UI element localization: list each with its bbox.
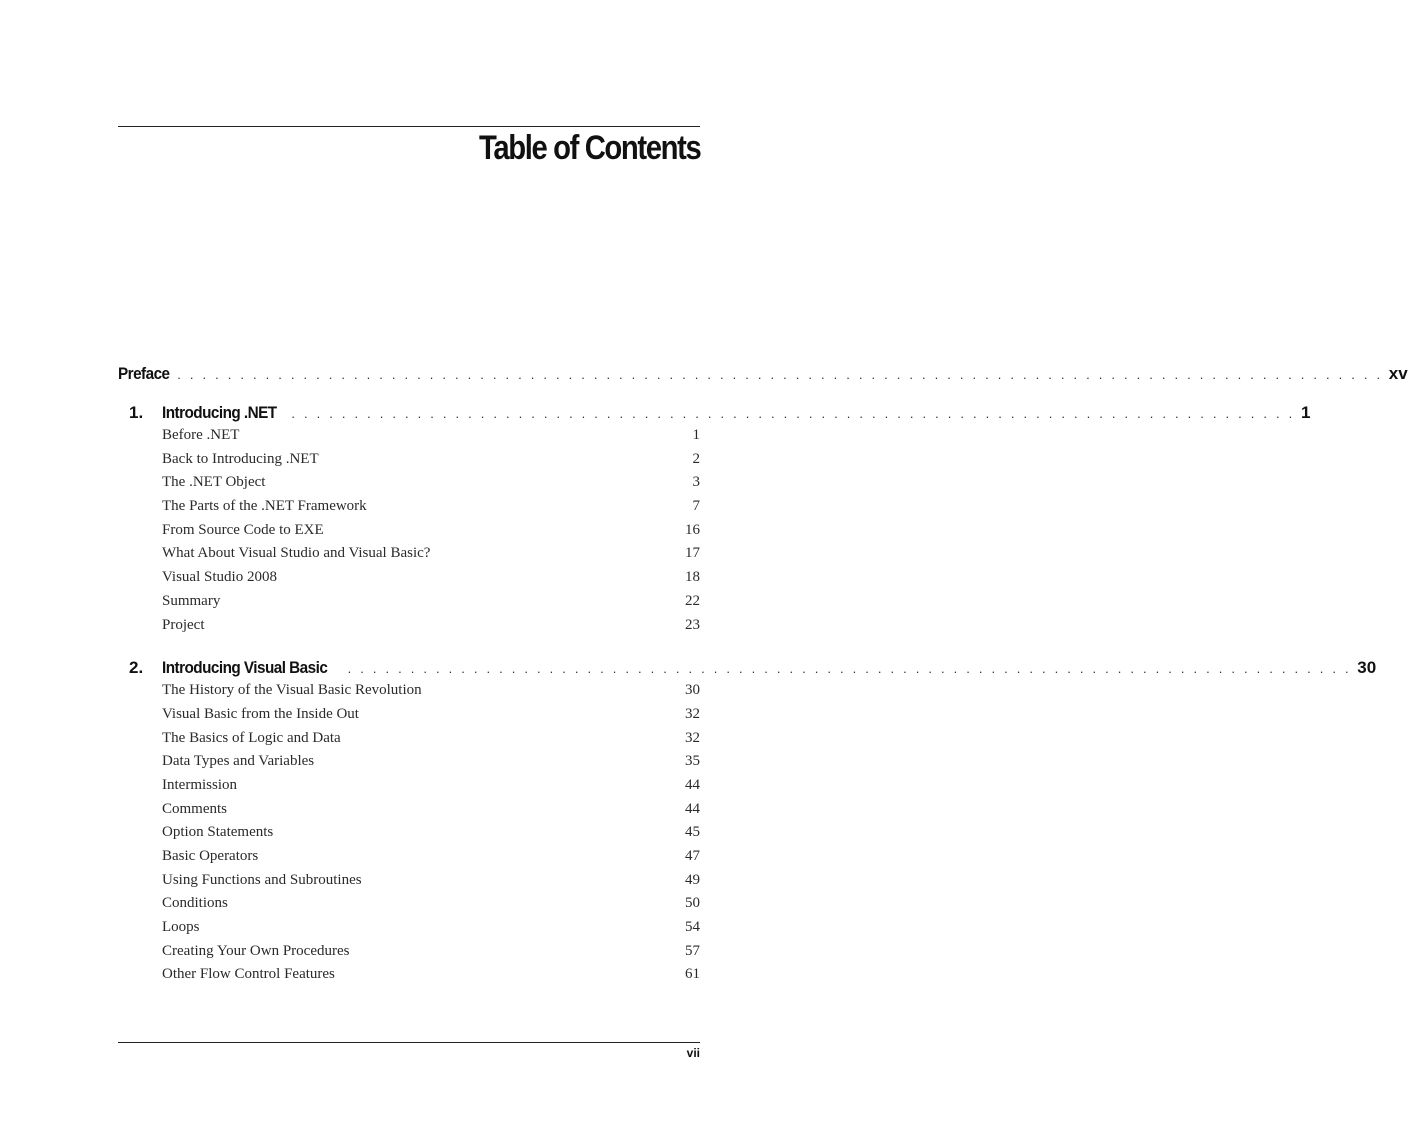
section-page: 1: [692, 427, 700, 443]
toc-entry-section[interactable]: [118, 498, 700, 522]
chapter-page: 30: [1357, 658, 1377, 678]
section-page: 32: [685, 729, 700, 746]
section-title: Intermission: [162, 776, 237, 793]
section-title: Summary: [162, 592, 221, 609]
page-title: Table of Contents: [478, 129, 700, 167]
section-title: Back to Introducing .NET: [162, 450, 319, 467]
section-page: 22: [685, 592, 700, 609]
section-title: Data Types and Variables: [162, 753, 315, 770]
toc-entry-section[interactable]: [118, 522, 700, 546]
toc-entry-label: Preface: [118, 364, 170, 383]
page-number: vii: [686, 1046, 700, 1060]
chapter-list: [118, 403, 1377, 990]
section-title: Conditions: [162, 895, 228, 912]
chapter-number: 1.: [129, 403, 144, 422]
toc-entry-section[interactable]: [118, 593, 700, 617]
dot-leader: . . . . . . . . . . . . . . . . . . . . . . . . . . . . . . . . . . . . . . . . . . . . . . . . . . . . . . . . . . . . . . . . . . . . . . . . . . . . . . . .: [347, 661, 1352, 677]
dot-leader: . . . . . . . . . . . . . . . . . . . . . . . . . . . . . . . . . . . . . . . . . . . . . . . . . . . . . . . . . . . . . . . . . . . . . . . . . . . . . . . . . . . . . . . . . . . . . . . .: [177, 367, 1383, 382]
section-page: 54: [685, 919, 700, 936]
section-title: From Source Code to EXE: [162, 521, 324, 538]
toc-entry-section[interactable]: [118, 966, 700, 990]
section-title: The .NET Object: [162, 474, 266, 491]
section-title: Option Statements: [162, 824, 274, 841]
section-page: 2: [692, 450, 700, 467]
chapter-block: [118, 403, 1311, 640]
toc-entry-section[interactable]: [118, 848, 700, 872]
section-page: 30: [685, 682, 700, 699]
toc-entry-section[interactable]: [118, 427, 700, 451]
section-page: 47: [685, 848, 700, 864]
section-page: 57: [685, 942, 700, 959]
section-page: 23: [685, 616, 700, 633]
section-page: 44: [685, 800, 700, 817]
chapter-title: Introducing Visual Basic: [162, 658, 328, 678]
section-title: Visual Basic from the Inside Out: [162, 705, 359, 722]
toc-entry-section[interactable]: [118, 919, 700, 943]
section-page: 49: [685, 871, 700, 888]
toc-entry-section[interactable]: [118, 617, 700, 641]
section-page: 17: [685, 545, 700, 562]
dot-leader: . . . . . . . . . . . . . . . . . . . . . . . . . . . . . . . . . . . . . . . . . . . . . . . . . . . . . . . . . . . . . . . . . . . . . . . . . . . . . . . .: [291, 406, 1295, 421]
toc-entry-section[interactable]: [118, 872, 700, 896]
section-title: The Basics of Logic and Data: [162, 729, 341, 746]
section-title: Visual Studio 2008: [162, 569, 277, 586]
section-page: 45: [685, 824, 700, 841]
section-page: 44: [685, 776, 700, 793]
section-page: 32: [685, 705, 700, 722]
section-page: 18: [685, 569, 700, 586]
toc-entry-section[interactable]: [118, 730, 700, 754]
toc-entry-preface[interactable]: [118, 364, 1408, 386]
section-title: The Parts of the .NET Framework: [162, 498, 367, 515]
toc-entry-section[interactable]: [118, 682, 700, 706]
toc-entry-section[interactable]: [118, 753, 700, 777]
toc-entry-chapter[interactable]: [118, 403, 1311, 425]
chapter-page: 1: [1300, 403, 1311, 422]
section-page: 7: [692, 498, 700, 515]
section-title: Using Functions and Subroutines: [162, 871, 362, 888]
section-title: The History of the Visual Basic Revolution: [162, 682, 422, 699]
section-page: 61: [685, 966, 700, 983]
bottom-rule: [118, 1042, 700, 1043]
section-title: Creating Your Own Procedures: [162, 942, 350, 959]
toc-entry-page: xv: [1388, 364, 1408, 383]
section-page: 3: [692, 474, 700, 491]
chapter-block: [118, 658, 1377, 990]
section-title: Comments: [162, 800, 228, 817]
section-title: Before .NET: [162, 427, 240, 443]
toc-entry-section[interactable]: [118, 943, 700, 967]
toc-entry-section[interactable]: [118, 706, 700, 730]
chapter-title: Introducing .NET: [162, 403, 277, 422]
toc-entry-chapter[interactable]: [118, 658, 1377, 680]
toc-entry-section[interactable]: [118, 895, 700, 919]
chapter-number: 2.: [129, 658, 144, 678]
top-rule: [118, 126, 700, 127]
table-of-contents: [118, 364, 1408, 1008]
section-page: 35: [685, 753, 700, 770]
toc-entry-section[interactable]: [118, 824, 700, 848]
toc-entry-section[interactable]: [118, 569, 700, 593]
toc-entry-section[interactable]: [118, 474, 700, 498]
toc-entry-section[interactable]: [118, 801, 700, 825]
toc-entry-section[interactable]: [118, 451, 700, 475]
section-title: Loops: [162, 919, 200, 936]
section-title: Other Flow Control Features: [162, 966, 335, 983]
section-page: 50: [685, 895, 700, 912]
toc-entry-section[interactable]: [118, 545, 700, 569]
section-title: What About Visual Studio and Visual Basic?: [162, 545, 431, 562]
section-page: 16: [685, 521, 700, 538]
section-title: Basic Operators: [162, 848, 259, 864]
toc-entry-section[interactable]: [118, 777, 700, 801]
section-title: Project: [162, 616, 205, 633]
